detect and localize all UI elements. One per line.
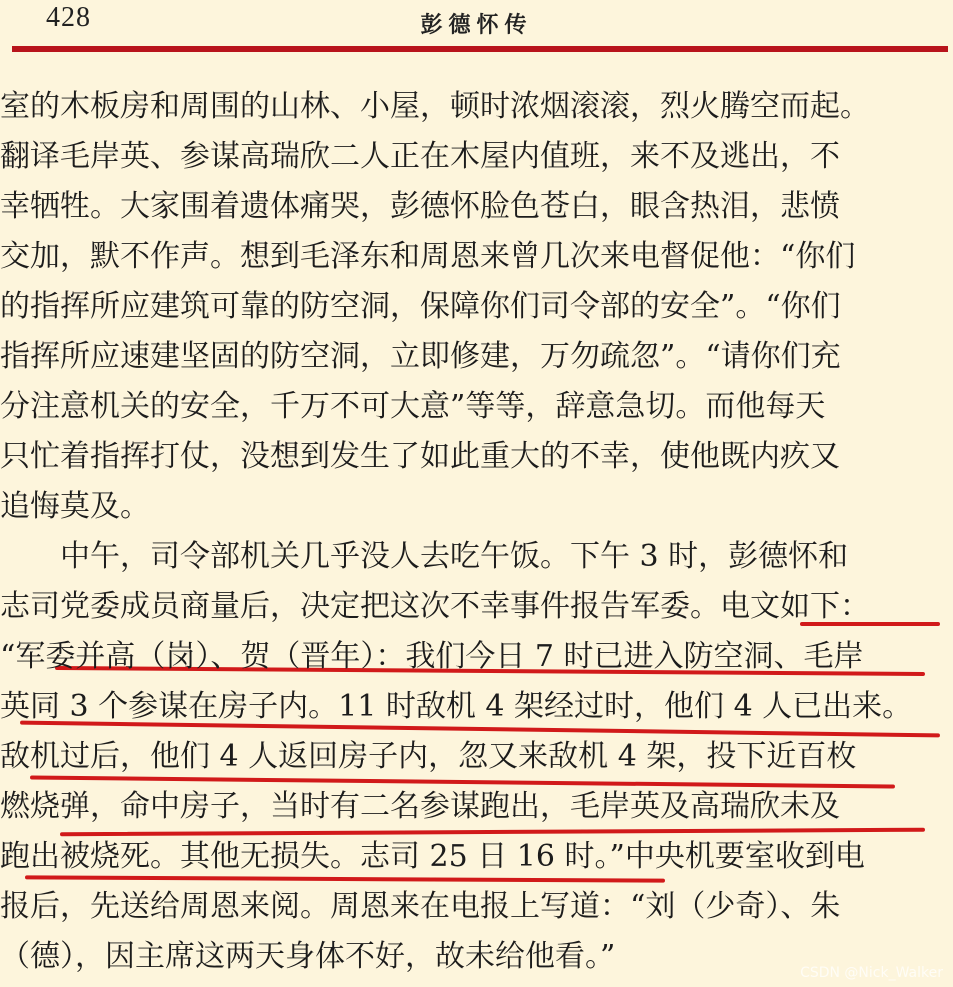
text-line: 敌机过后，他们 4 人返回房子内，忽又来敌机 4 架，投下近百枚 [0, 739, 857, 774]
text-line: “军委并高（岗）、贺（晋年）：我们今日 7 时已进入防空洞、毛岸 [0, 639, 864, 674]
text-line: 分注意机关的安全，千万不可大意”等等，辞意急切。而他每天 [0, 389, 826, 424]
text-line: 跑出被烧死。其他无损失。志司 25 日 16 时。”中央机要室收到电 [0, 839, 865, 874]
text-line: 只忙着指挥打仗，没想到发生了如此重大的不幸，使他既内疚又 [0, 439, 840, 474]
page-number: 428 [46, 2, 91, 33]
text-line: 幸牺牲。大家围着遗体痛哭，彭德怀脸色苍白，眼含热泪，悲愤 [0, 189, 840, 224]
text-line: （德），因主席这两天身体不好，故未给他看。” [0, 939, 616, 974]
text-line: 报后，先送给周恩来阅。周恩来在电报上写道：“刘（少奇）、朱 [0, 889, 841, 924]
header-rule [12, 46, 948, 52]
text-line: 追悔莫及。 [0, 489, 150, 524]
text-line: 的指挥所应建筑可靠的防空洞，保障你们司令部的安全”。“你们 [0, 289, 841, 324]
text-line: 室的木板房和周围的山林、小屋，顿时浓烟滚滚，烈火腾空而起。 [0, 89, 870, 124]
watermark: CSDN @Nick_Walker [800, 965, 943, 981]
running-title: 彭德怀传 [420, 12, 533, 38]
text-line: 燃烧弹，命中房子，当时有二名参谋跑出，毛岸英及高瑞欣未及 [0, 789, 840, 824]
text-line: 志司党委成员商量后，决定把这次不幸事件报告军委。电文如下： [0, 589, 870, 624]
text-line: 英同 3 个参谋在房子内。11 时敌机 4 架经过时，他们 4 人已出来。 [0, 689, 913, 724]
text-line: 翻译毛岸英、参谋高瑞欣二人正在木屋内值班，来不及逃出，不 [0, 139, 840, 174]
text-line: 指挥所应速建坚固的防空洞，立即修建，万勿疏忽”。“请你们充 [0, 339, 841, 374]
text-line: 中午，司令部机关几乎没人去吃午饭。下午 3 时，彭德怀和 [0, 539, 849, 574]
text-line: 交加，默不作声。想到毛泽东和周恩来曾几次来电督促他：“你们 [0, 239, 856, 274]
